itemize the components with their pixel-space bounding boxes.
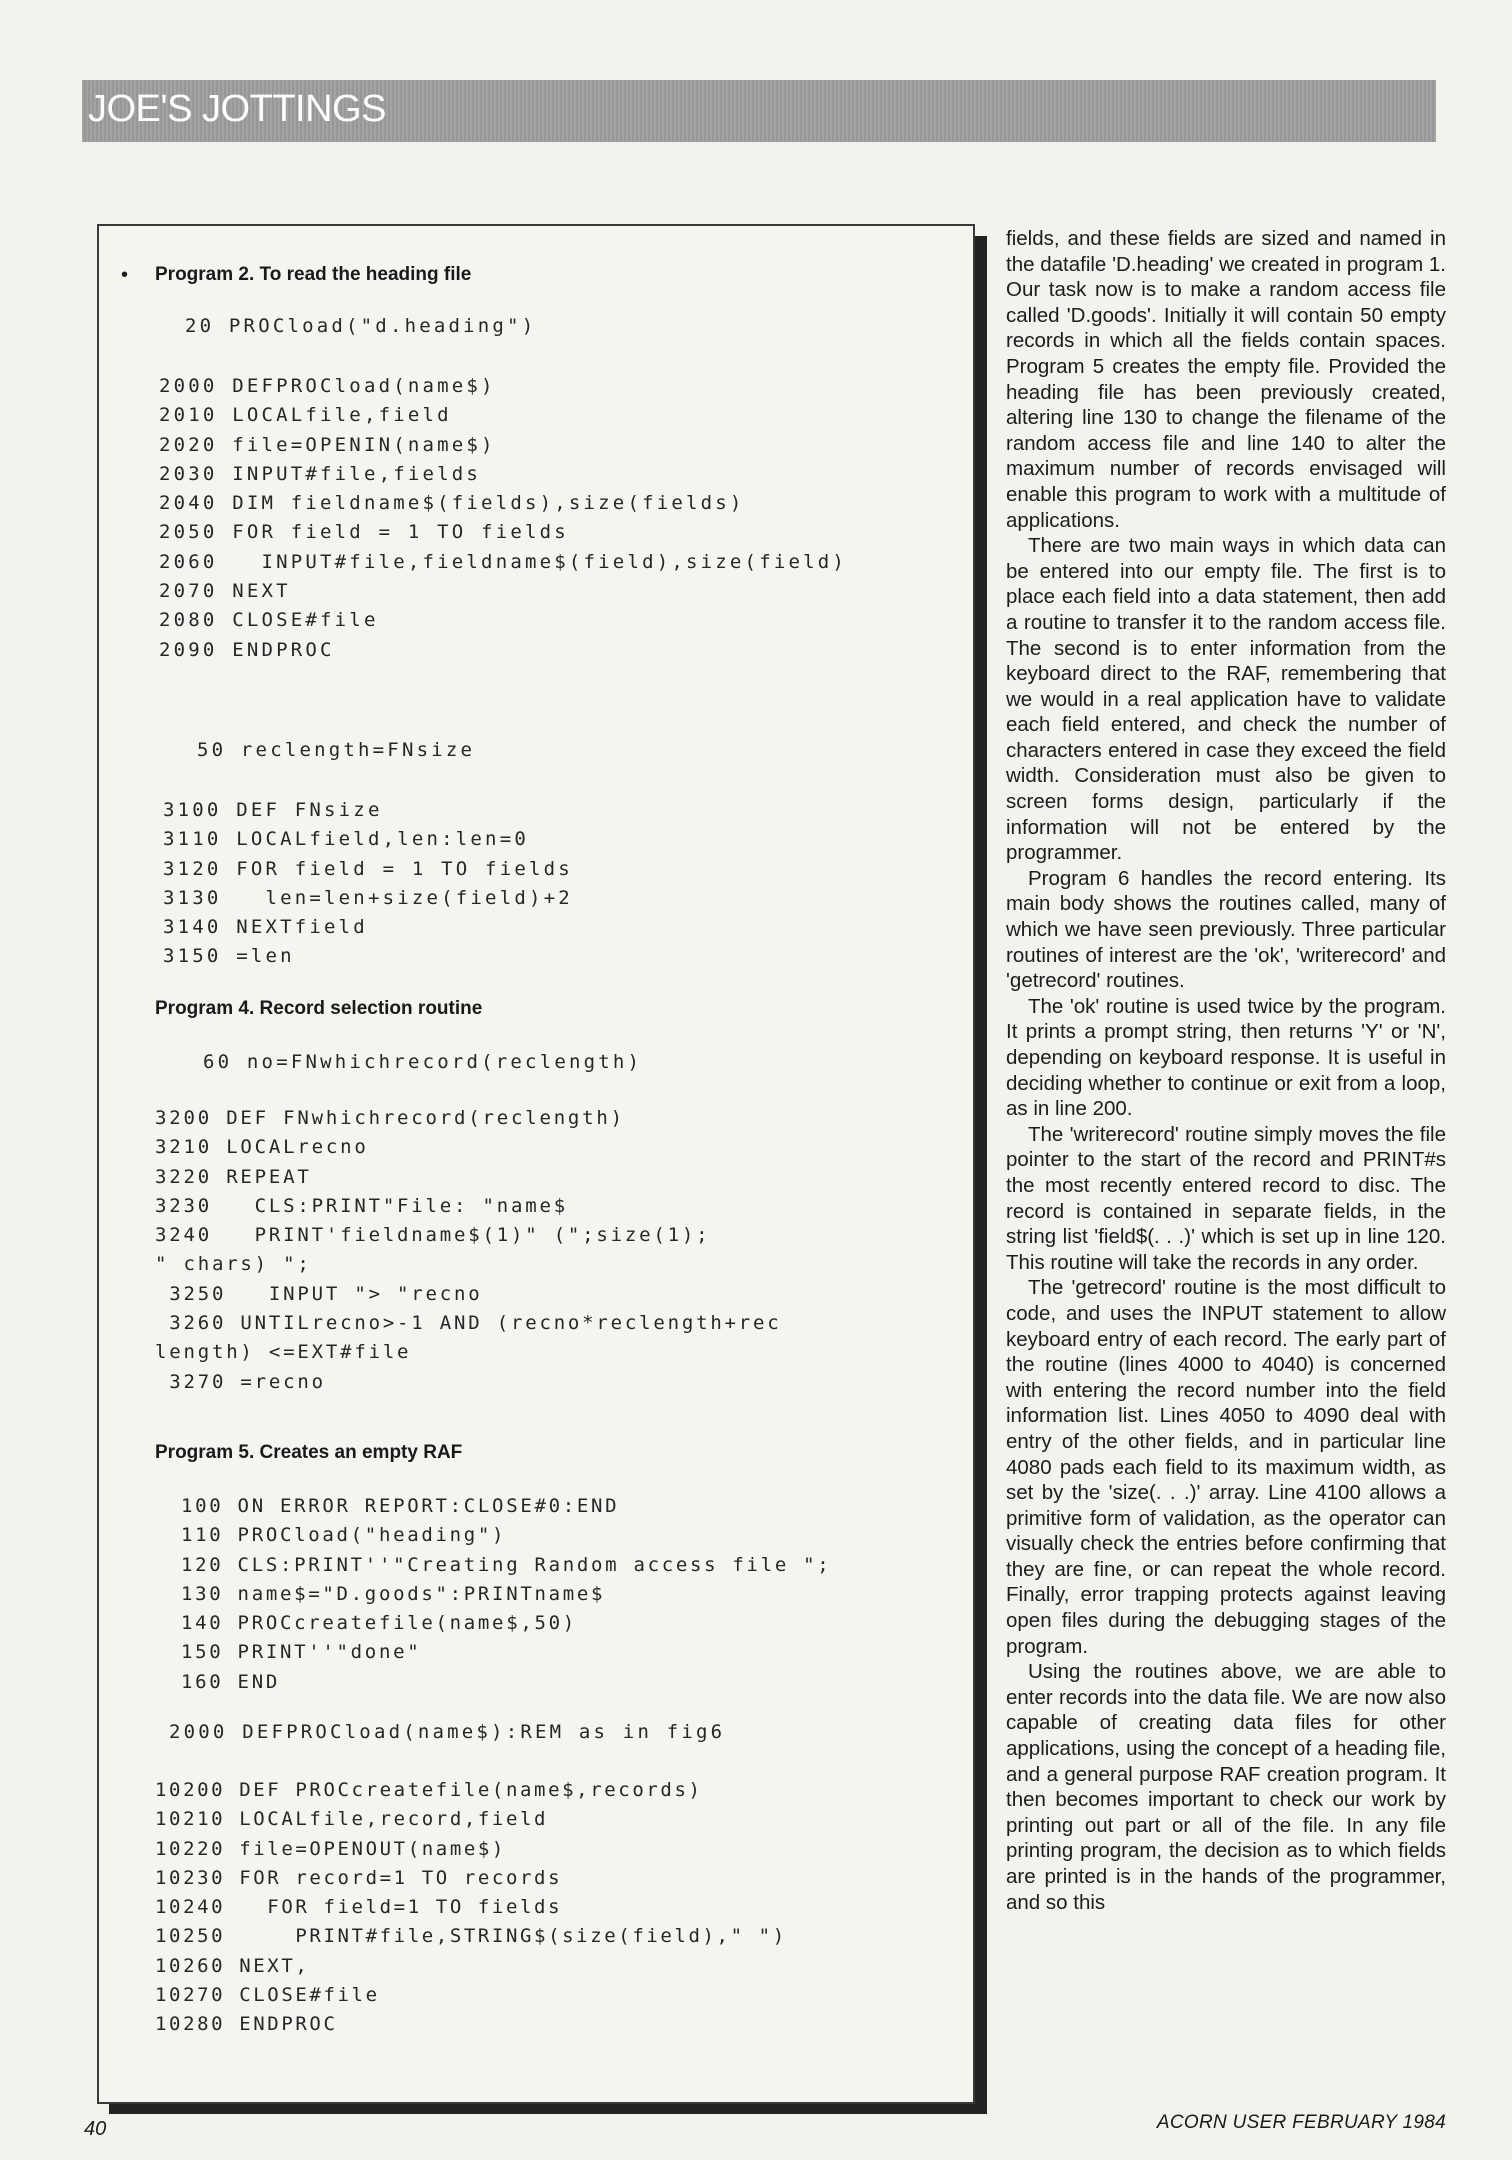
paragraph: The 'ok' routine is used twice by the program. It prints a prompt string, then returns 'Y' or 'N', depending on keyboard response. It is useful in deciding whether to continue or exit from a loop, as in line 200. <box>1006 994 1446 1121</box>
code-block-4: 3100 DEF FNsize 3110 LOCALfield,len:len=0 3120 FOR field = 1 TO fields 3130 len=len+size(field)+2 3140 NEXTfield 3150 =len <box>163 799 573 968</box>
code-block-7: 100 ON ERROR REPORT:CLOSE#0:END 110 PROCload("heading") 120 CLS:PRINT''"Creating Random access file "; 130 name$="D.goods":PRINTname$ 140 PROCcreatefile(name$,50) 150 PRINT''"done" 160 END <box>181 1495 832 1693</box>
code-block-5: 60 no=FNwhichrecord(reclength) <box>203 1051 643 1073</box>
code-block-1: 20 PROCload("d.heading") <box>185 315 537 337</box>
publication-footer: ACORN USER FEBRUARY 1984 <box>1156 2112 1446 2133</box>
program-2-heading: Program 2. To read the heading file <box>155 264 472 285</box>
paragraph: fields, and these fields are sized and named in the datafile 'D.heading' we created in program 1. Our task now is to make a random access file called 'D.goods'. Initially it will contain 50 empty records in which all the fields contain spaces. Program 5 creates the empty file. Provided the heading file has been previously created, altering line 130 to change the filename of the random access file and line 140 to alter the maximum number of records envisaged will enable this program to work with a multitude of applications. <box>1006 227 1446 532</box>
paragraph: The 'writerecord' routine simply moves the file pointer to the start of the record and PRINT#s the most recently entered record to disc. The record is contained in separate fields, in the string list 'field$(. . .)' which is set up in line 120. This routine will take the records in any order. <box>1006 1122 1446 1274</box>
code-block-3: 50 reclength=FNsize <box>197 739 476 761</box>
program-5-heading: Program 5. Creates an empty RAF <box>155 1442 463 1463</box>
code-block-9: 10200 DEF PROCcreatefile(name$,records) 10210 LOCALfile,record,field 10220 file=OPENOUT(name$) 10230 FOR record=1 TO records 10240 FOR field=1 TO fields 10250 PRINT#file,STRING$(size(field)," ") 10260 NEXT, 10270 CLOSE#file 10280 ENDPROC <box>155 1779 787 2036</box>
bullet-mark: • <box>121 264 129 286</box>
paragraph: Program 6 handles the record entering. Its main body shows the routines called, many of which we have seen previously. Three particular routines of interest are the 'ok', 'writerecord' and 'getrecord' routines. <box>1006 866 1446 993</box>
program-listing-box <box>97 224 975 2104</box>
paragraph: The 'getrecord' routine is the most difficult to code, and uses the INPUT statement to allow keyboard entry of each record. The early part of the routine (lines 4000 to 4040) is concerned with entering the record number into the field information list. Lines 4050 to 4090 deal with entry of the other fields, and in particular line 4080 pads each field to its maximum width, as set by the 'size(. . .)' array. Line 4100 allows a primitive form of validation, as the operator can visually check the entries before confirming that they are fine, or can repeat the whole record. Finally, error trapping protects against leaving open files during the debugging stages of the program. <box>1006 1276 1446 1658</box>
page-number: 40 <box>84 2118 107 2140</box>
section-banner <box>82 80 1436 142</box>
program-4-heading: Program 4. Record selection routine <box>155 998 483 1019</box>
article-column <box>1006 226 1446 1915</box>
code-block-2: 2000 DEFPROCload(name$) 2010 LOCALfile,field 2020 file=OPENIN(name$) 2030 INPUT#file,fields 2040 DIM fieldname$(fields),size(fields) 2050 FOR field = 1 TO fields 2060 INPUT#file,fieldname$(field),size(field) 2070 NEXT 2080 CLOSE#file 2090 ENDPROC <box>159 375 848 661</box>
paragraph: There are two main ways in which data can be entered into our empty file. The first is to place each field into a data statement, then add a routine to transfer it to the random access file. The second is to enter information from the keyboard direct to the RAF, remembering that we would in a real application have to validate each field entered, and check the number of characters entered in case they exceed the field width. Consideration must also be given to screen forms design, particularly if the information will not be entered by the programmer. <box>1006 534 1446 865</box>
section-title: JOE'S JOTTINGS <box>88 88 386 130</box>
code-block-8: 2000 DEFPROCload(name$):REM as in fig6 <box>169 1721 726 1743</box>
paragraph: Using the routines above, we are able to enter records into the data file. We are now also capable of creating data files for other applications, using the concept of a heading file, and a general purpose RAF creation program. It then becomes important to check our work by printing out part or all of the file. In any file printing program, the decision as to which fields are printed is in the hands of the programmer, and so this <box>1006 1660 1446 1914</box>
code-block-6: 3200 DEF FNwhichrecord(reclength) 3210 LOCALrecno 3220 REPEAT 3230 CLS:PRINT"File: "name$ 3240 PRINT'fieldname$(1)" (";size(1); " chars) "; 3250 INPUT "> "recno 3260 UNTILrecno>-1 AND (recno*reclength+rec length) <=EXT#file 3270 =recno <box>155 1107 782 1393</box>
box-shadow-right <box>975 236 987 2108</box>
